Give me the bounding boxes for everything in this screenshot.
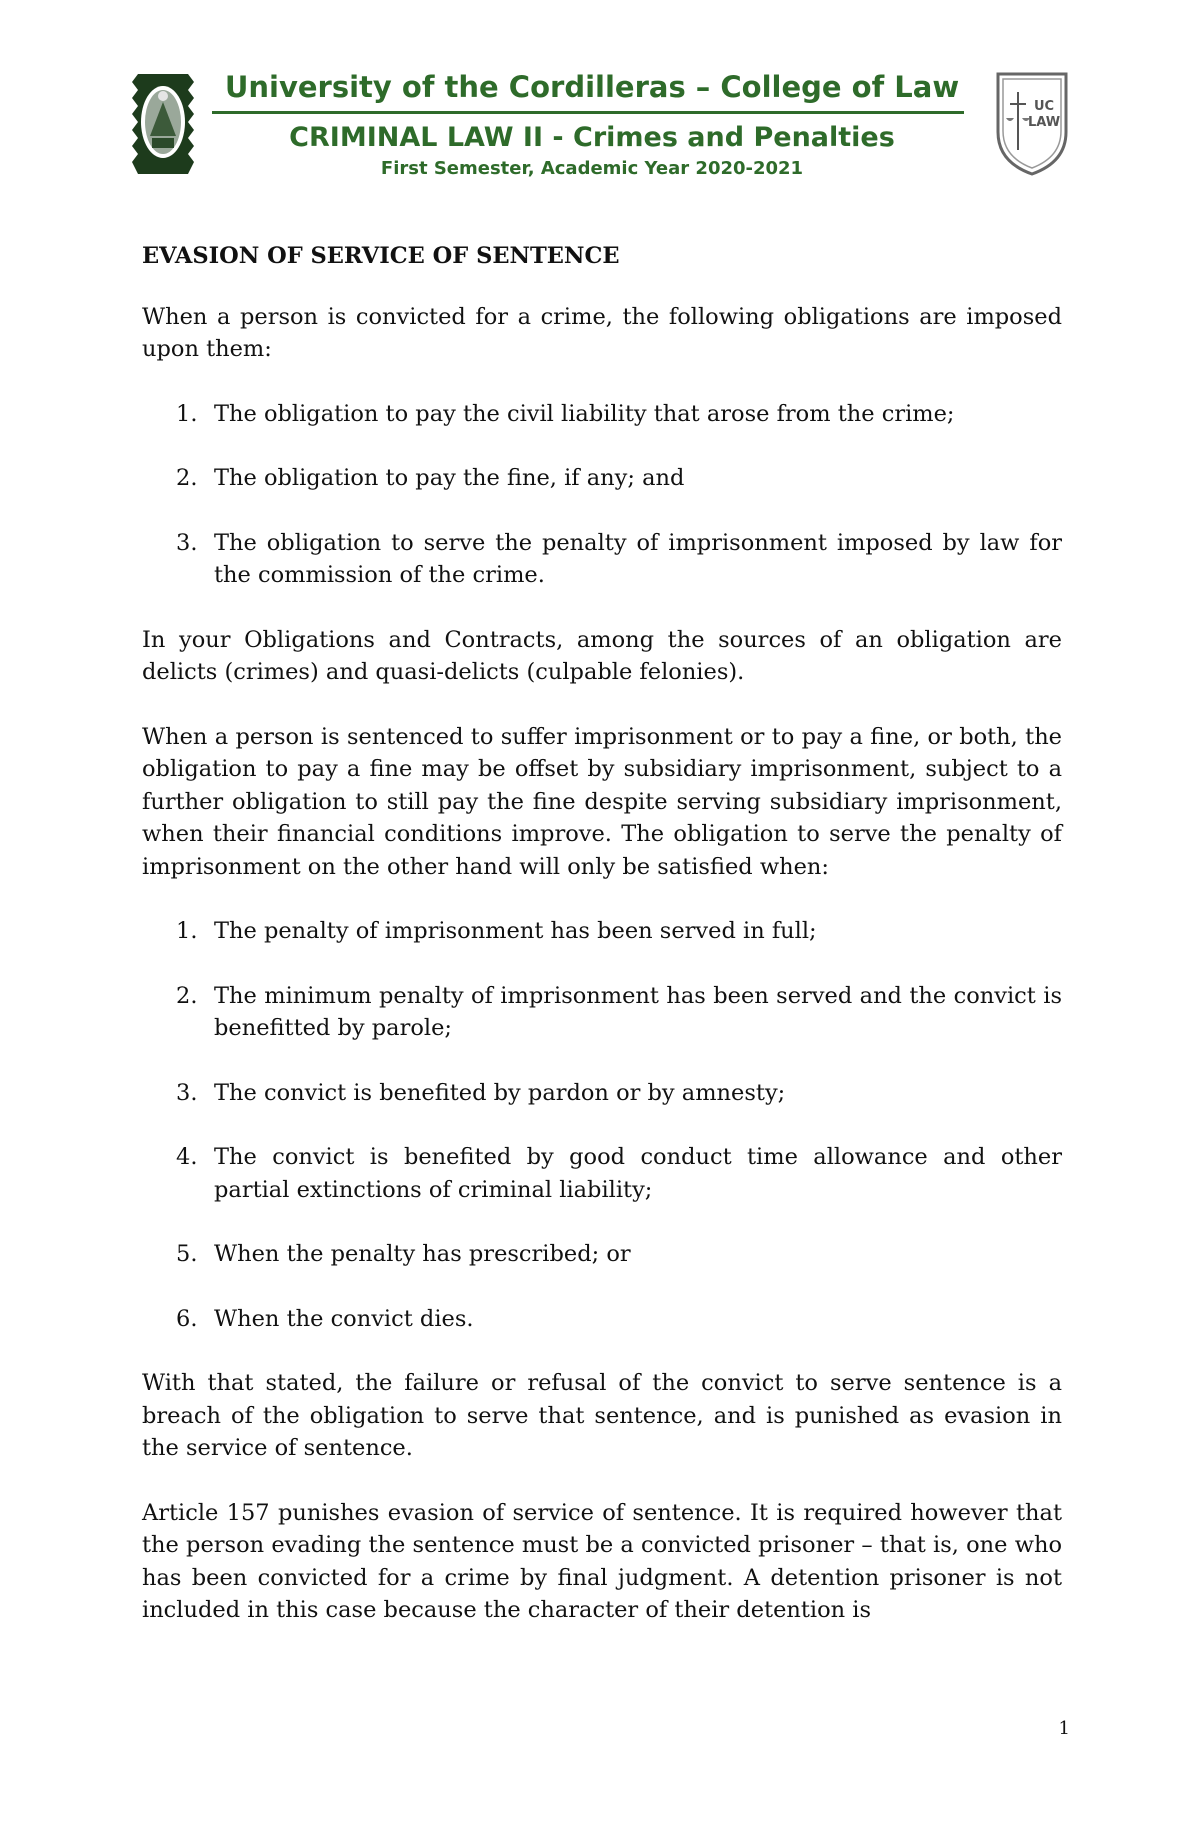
list-number: 2. — [176, 982, 198, 1009]
list-item-text: The obligation to pay the fine, if any; and — [214, 465, 685, 491]
university-name: University of the Cordilleras – College of Law — [224, 70, 960, 104]
list-item-text: The obligation to serve the penalty of imprisonment imposed by law for the commission of the crime. — [214, 529, 1062, 588]
course-title: CRIMINAL LAW II - Crimes and Penalties — [289, 122, 895, 153]
header-rule — [212, 111, 964, 114]
obligations-list — [142, 398, 1062, 592]
list-number: 3. — [176, 529, 198, 556]
list-number: 3. — [176, 1079, 198, 1106]
list-item — [142, 1303, 1062, 1336]
university-seal-logo — [130, 72, 196, 176]
list-number: 5. — [176, 1241, 198, 1267]
list-item — [142, 915, 1062, 948]
uc-law-shield-logo — [992, 70, 1072, 176]
satisfied-when-list — [142, 915, 1062, 1335]
list-item — [142, 980, 1062, 1045]
list-number: 6. — [176, 1305, 198, 1332]
svg-text:LAW: LAW — [1027, 115, 1061, 130]
list-item-text: The obligation to pay the civil liability that arose from the crime; — [214, 400, 955, 427]
document-body — [142, 240, 1062, 1627]
list-item — [142, 1238, 1062, 1271]
list-item-text: The convict is benefited by pardon or by amnesty; — [214, 1079, 786, 1106]
list-number: 1. — [176, 400, 198, 427]
sentenced-paragraph: When a person is sentenced to suffer imprisonment or to pay a fine, or both, the obligation to pay a fine may be offset by subsidiary imprisonment, subject to a further obligation to still pay the fine despite serving subsidiary imprisonment, when their financial conditions improve. The obligation to serve the penalty of imprisonment on the other hand will only be satisfied when: — [142, 723, 1062, 880]
svg-text:UC: UC — [1033, 99, 1055, 114]
list-item-text: The minimum penalty of imprisonment has been served and the convict is benefitted by parole; — [214, 982, 1062, 1041]
page-number: 1 — [1058, 1718, 1070, 1739]
article-157-paragraph: Article 157 punishes evasion of service of sentence. It is required however that the person evading the sentence must be a convicted prisoner – that is, one who has been convicted for a crime by final judgment. A detention prisoner is not included in this case because the character of their detention is — [142, 1499, 1062, 1623]
list-number: 1. — [176, 918, 198, 944]
document-header — [0, 0, 1200, 200]
intro-paragraph: When a person is convicted for a crime, the following obligations are imposed upon them: — [142, 303, 1062, 362]
list-item — [142, 527, 1062, 592]
list-item — [142, 462, 1062, 495]
with-that-stated-paragraph: With that stated, the failure or refusal of the convict to serve sentence is a breach of the obligation to serve that sentence, and is punished as evasion in the service of sentence. — [142, 1370, 1062, 1461]
section-title: EVASION OF SERVICE OF SENTENCE — [142, 243, 620, 269]
list-item — [142, 398, 1062, 431]
list-item — [142, 1141, 1062, 1206]
list-item-text: The convict is benefited by good conduct time allowance and other partial extinctions of criminal liability; — [214, 1144, 1062, 1203]
list-item-text: When the penalty has prescribed; or — [214, 1241, 631, 1267]
list-number: 4. — [176, 1144, 198, 1170]
list-item-text: When the convict dies. — [214, 1305, 474, 1332]
list-item — [142, 1077, 1062, 1110]
list-number: 2. — [176, 465, 198, 491]
list-item-text: The penalty of imprisonment has been served in full; — [214, 918, 817, 944]
semester-line: First Semester, Academic Year 2020-2021 — [380, 158, 804, 179]
obligations-contracts-paragraph: In your Obligations and Contracts, among the sources of an obligation are delicts (crimes) and quasi-delicts (culpable felonies). — [142, 626, 1062, 685]
